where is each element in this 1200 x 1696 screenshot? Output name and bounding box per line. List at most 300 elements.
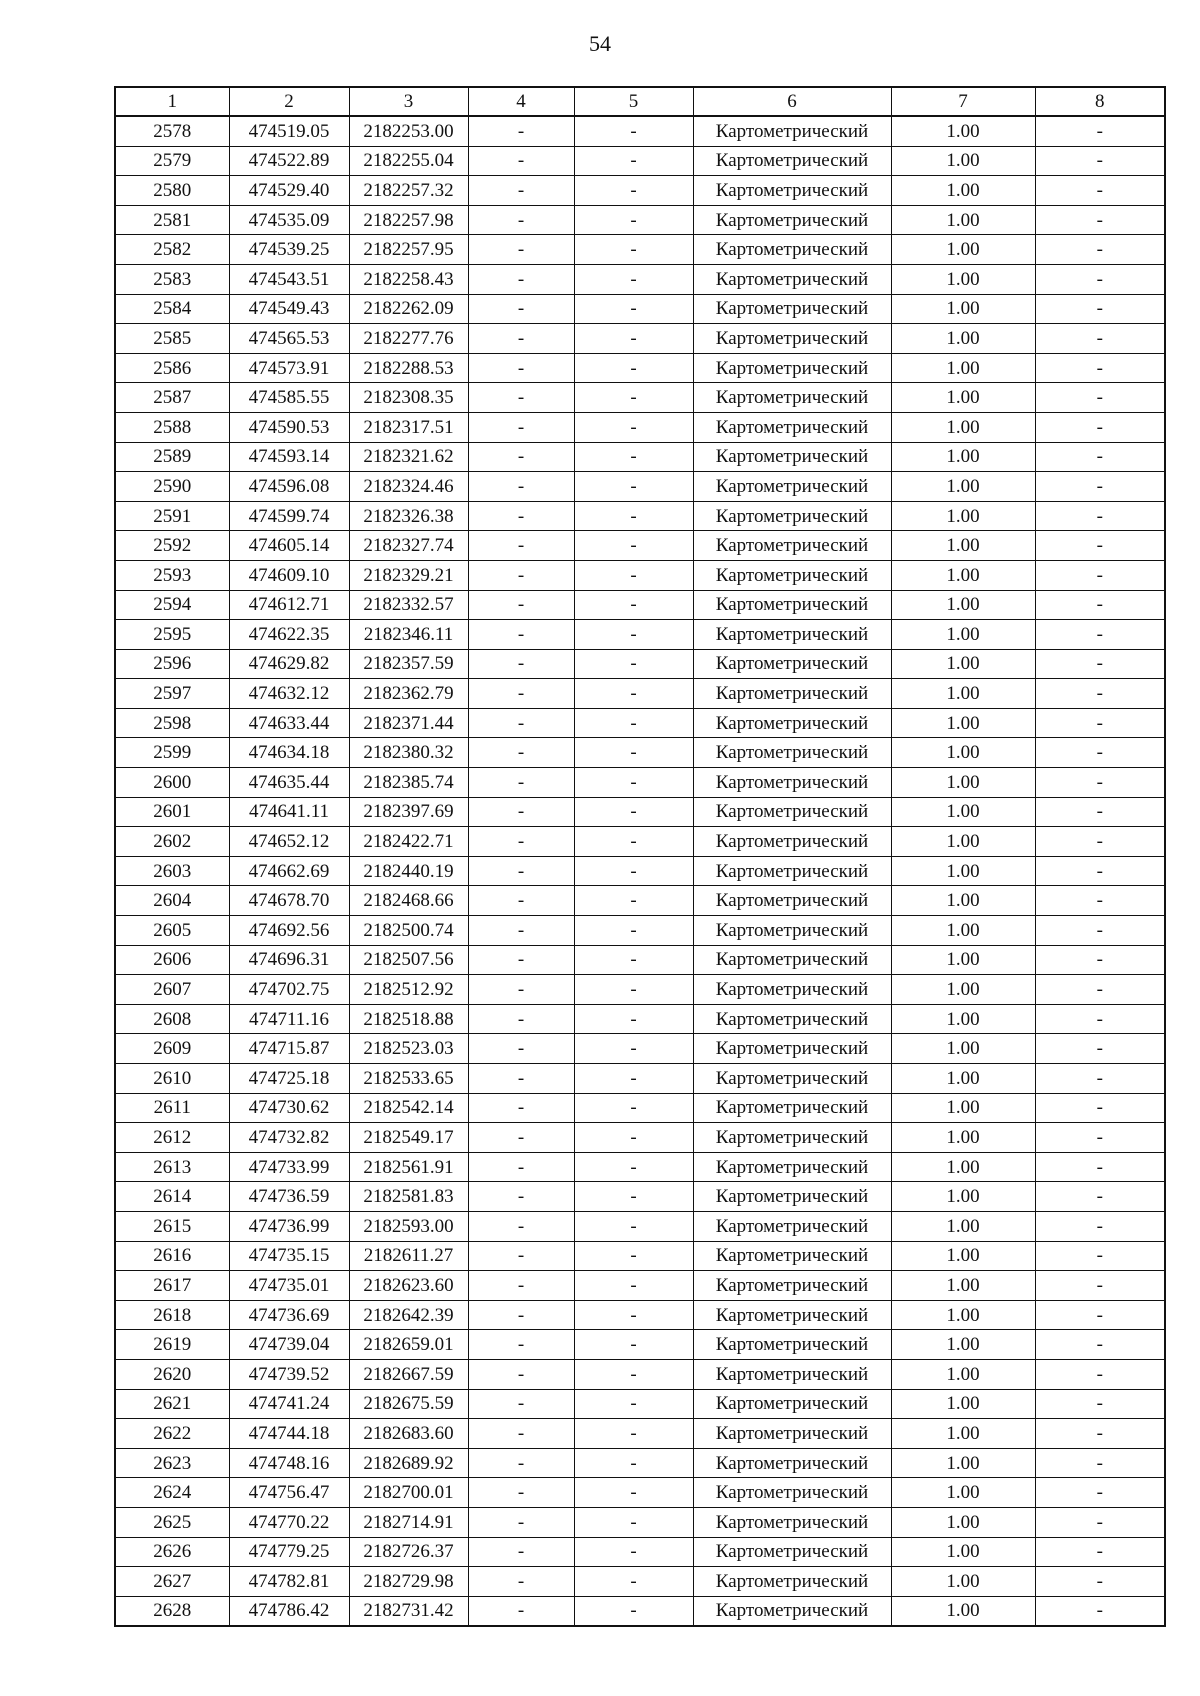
table-cell-col-7: 1.00 xyxy=(891,856,1035,886)
table-cell-col-3: 2182689.92 xyxy=(349,1448,468,1478)
table-cell-col-1: 2607 xyxy=(115,975,229,1005)
table-cell-col-7: 1.00 xyxy=(891,649,1035,679)
table-cell-col-6: Картометрический xyxy=(693,235,891,265)
table-cell-col-4: - xyxy=(468,856,574,886)
table-cell-col-7: 1.00 xyxy=(891,1596,1035,1626)
table-cell-col-8: - xyxy=(1035,1330,1165,1360)
table-cell-col-7: 1.00 xyxy=(891,501,1035,531)
table-row xyxy=(115,1123,1165,1153)
table-cell-col-2: 474565.53 xyxy=(229,324,349,354)
table-cell-col-7: 1.00 xyxy=(891,1152,1035,1182)
table-row xyxy=(115,1182,1165,1212)
table-cell-col-1: 2600 xyxy=(115,768,229,798)
table-cell-col-7: 1.00 xyxy=(891,1359,1035,1389)
table-cell-col-4: - xyxy=(468,945,574,975)
table-cell-col-5: - xyxy=(574,1596,693,1626)
table-cell-col-4: - xyxy=(468,383,574,413)
table-cell-col-6: Картометрический xyxy=(693,1389,891,1419)
table-cell-col-6: Картометрический xyxy=(693,205,891,235)
table-row xyxy=(115,1359,1165,1389)
table-cell-col-2: 474633.44 xyxy=(229,708,349,738)
table-cell-col-8: - xyxy=(1035,1389,1165,1419)
table-cell-col-5: - xyxy=(574,1567,693,1597)
table-row xyxy=(115,649,1165,679)
table-row xyxy=(115,1152,1165,1182)
table-cell-col-2: 474735.15 xyxy=(229,1241,349,1271)
table-cell-col-4: - xyxy=(468,1389,574,1419)
table-cell-col-5: - xyxy=(574,738,693,768)
table-cell-col-2: 474662.69 xyxy=(229,856,349,886)
table-cell-col-3: 2182726.37 xyxy=(349,1537,468,1567)
table-cell-col-6: Картометрический xyxy=(693,294,891,324)
table-cell-col-6: Картометрический xyxy=(693,975,891,1005)
table-cell-col-6: Картометрический xyxy=(693,916,891,946)
table-cell-col-6: Картометрический xyxy=(693,738,891,768)
table-cell-col-7: 1.00 xyxy=(891,1182,1035,1212)
table-cell-col-5: - xyxy=(574,501,693,531)
table-row xyxy=(115,1064,1165,1094)
table-cell-col-8: - xyxy=(1035,353,1165,383)
table-cell-col-6: Картометрический xyxy=(693,886,891,916)
table-cell-col-7: 1.00 xyxy=(891,679,1035,709)
table-cell-col-2: 474739.52 xyxy=(229,1359,349,1389)
table-cell-col-3: 2182512.92 xyxy=(349,975,468,1005)
table-cell-col-2: 474736.99 xyxy=(229,1211,349,1241)
table-cell-col-4: - xyxy=(468,1567,574,1597)
table-row xyxy=(115,116,1165,146)
table-cell-col-6: Картометрический xyxy=(693,264,891,294)
table-cell-col-4: - xyxy=(468,1596,574,1626)
table-cell-col-7: 1.00 xyxy=(891,1093,1035,1123)
table-cell-col-8: - xyxy=(1035,1152,1165,1182)
column-header-4: 4 xyxy=(468,87,574,116)
table-cell-col-8: - xyxy=(1035,176,1165,206)
table-cell-col-5: - xyxy=(574,768,693,798)
table-cell-col-4: - xyxy=(468,116,574,146)
table-cell-col-5: - xyxy=(574,1300,693,1330)
table-cell-col-4: - xyxy=(468,827,574,857)
table-cell-col-6: Картометрический xyxy=(693,768,891,798)
table-cell-col-1: 2623 xyxy=(115,1448,229,1478)
table-cell-col-3: 2182317.51 xyxy=(349,412,468,442)
table-cell-col-8: - xyxy=(1035,1271,1165,1301)
column-header-8: 8 xyxy=(1035,87,1165,116)
table-cell-col-6: Картометрический xyxy=(693,945,891,975)
table-cell-col-8: - xyxy=(1035,1300,1165,1330)
table-row xyxy=(115,1567,1165,1597)
table-cell-col-5: - xyxy=(574,1064,693,1094)
table-cell-col-2: 474744.18 xyxy=(229,1419,349,1449)
table-cell-col-7: 1.00 xyxy=(891,472,1035,502)
table-row xyxy=(115,1211,1165,1241)
table-cell-col-7: 1.00 xyxy=(891,176,1035,206)
table-cell-col-1: 2580 xyxy=(115,176,229,206)
table-cell-col-3: 2182533.65 xyxy=(349,1064,468,1094)
table-cell-col-5: - xyxy=(574,324,693,354)
table-cell-col-6: Картометрический xyxy=(693,1004,891,1034)
table-cell-col-2: 474539.25 xyxy=(229,235,349,265)
table-cell-col-3: 2182623.60 xyxy=(349,1271,468,1301)
table-cell-col-4: - xyxy=(468,708,574,738)
table-row xyxy=(115,264,1165,294)
table-cell-col-2: 474641.11 xyxy=(229,797,349,827)
table-cell-col-4: - xyxy=(468,1064,574,1094)
table-cell-col-1: 2588 xyxy=(115,412,229,442)
table-row xyxy=(115,1271,1165,1301)
column-header-6: 6 xyxy=(693,87,891,116)
table-row xyxy=(115,1093,1165,1123)
table-cell-col-2: 474732.82 xyxy=(229,1123,349,1153)
table-cell-col-3: 2182362.79 xyxy=(349,679,468,709)
table-cell-col-5: - xyxy=(574,1478,693,1508)
table-cell-col-5: - xyxy=(574,649,693,679)
table-cell-col-1: 2624 xyxy=(115,1478,229,1508)
table-cell-col-2: 474605.14 xyxy=(229,531,349,561)
table-cell-col-3: 2182255.04 xyxy=(349,146,468,176)
table-cell-col-7: 1.00 xyxy=(891,353,1035,383)
table-row xyxy=(115,1419,1165,1449)
table-cell-col-3: 2182257.32 xyxy=(349,176,468,206)
table-cell-col-5: - xyxy=(574,827,693,857)
table-cell-col-5: - xyxy=(574,1182,693,1212)
table-cell-col-7: 1.00 xyxy=(891,708,1035,738)
table-cell-col-4: - xyxy=(468,797,574,827)
table-cell-col-1: 2581 xyxy=(115,205,229,235)
table-cell-col-4: - xyxy=(468,1448,574,1478)
table-cell-col-7: 1.00 xyxy=(891,1448,1035,1478)
table-cell-col-8: - xyxy=(1035,264,1165,294)
table-row xyxy=(115,1478,1165,1508)
table-cell-col-4: - xyxy=(468,501,574,531)
table-row xyxy=(115,1330,1165,1360)
table-row xyxy=(115,916,1165,946)
table-cell-col-8: - xyxy=(1035,1448,1165,1478)
table-cell-col-7: 1.00 xyxy=(891,1241,1035,1271)
table-row xyxy=(115,531,1165,561)
table-cell-col-3: 2182523.03 xyxy=(349,1034,468,1064)
table-row xyxy=(115,620,1165,650)
table-cell-col-4: - xyxy=(468,1478,574,1508)
table-cell-col-1: 2606 xyxy=(115,945,229,975)
table-cell-col-5: - xyxy=(574,472,693,502)
table-cell-col-5: - xyxy=(574,146,693,176)
table-cell-col-8: - xyxy=(1035,768,1165,798)
table-cell-col-3: 2182683.60 xyxy=(349,1419,468,1449)
table-cell-col-4: - xyxy=(468,235,574,265)
table-cell-col-5: - xyxy=(574,264,693,294)
table-row xyxy=(115,1596,1165,1626)
table-cell-col-1: 2613 xyxy=(115,1152,229,1182)
table-cell-col-1: 2625 xyxy=(115,1507,229,1537)
table-cell-col-4: - xyxy=(468,1330,574,1360)
table-row xyxy=(115,708,1165,738)
table-cell-col-4: - xyxy=(468,1300,574,1330)
table-cell-col-7: 1.00 xyxy=(891,768,1035,798)
table-cell-col-7: 1.00 xyxy=(891,294,1035,324)
table-cell-col-4: - xyxy=(468,620,574,650)
table-cell-col-6: Картометрический xyxy=(693,353,891,383)
table-cell-col-5: - xyxy=(574,116,693,146)
table-cell-col-3: 2182326.38 xyxy=(349,501,468,531)
table-cell-col-4: - xyxy=(468,1271,574,1301)
table-row xyxy=(115,412,1165,442)
table-cell-col-6: Картометрический xyxy=(693,1567,891,1597)
table-cell-col-6: Картометрический xyxy=(693,1211,891,1241)
table-cell-col-8: - xyxy=(1035,797,1165,827)
table-cell-col-6: Картометрический xyxy=(693,1271,891,1301)
table-cell-col-3: 2182468.66 xyxy=(349,886,468,916)
table-cell-col-1: 2601 xyxy=(115,797,229,827)
table-cell-col-2: 474770.22 xyxy=(229,1507,349,1537)
table-cell-col-8: - xyxy=(1035,442,1165,472)
table-cell-col-8: - xyxy=(1035,560,1165,590)
table-cell-col-4: - xyxy=(468,176,574,206)
table-cell-col-5: - xyxy=(574,205,693,235)
table-cell-col-3: 2182667.59 xyxy=(349,1359,468,1389)
table-cell-col-2: 474741.24 xyxy=(229,1389,349,1419)
table-cell-col-5: - xyxy=(574,353,693,383)
table-cell-col-4: - xyxy=(468,1093,574,1123)
table-cell-col-8: - xyxy=(1035,146,1165,176)
table-cell-col-6: Картометрический xyxy=(693,590,891,620)
table-cell-col-5: - xyxy=(574,1211,693,1241)
table-cell-col-3: 2182731.42 xyxy=(349,1596,468,1626)
table-cell-col-5: - xyxy=(574,1093,693,1123)
table-cell-col-8: - xyxy=(1035,945,1165,975)
table-cell-col-8: - xyxy=(1035,886,1165,916)
table-cell-col-1: 2596 xyxy=(115,649,229,679)
table-cell-col-3: 2182346.11 xyxy=(349,620,468,650)
table-cell-col-7: 1.00 xyxy=(891,1567,1035,1597)
table-row xyxy=(115,827,1165,857)
table-cell-col-1: 2593 xyxy=(115,560,229,590)
table-cell-col-1: 2608 xyxy=(115,1004,229,1034)
table-cell-col-6: Картометрический xyxy=(693,472,891,502)
table-cell-col-8: - xyxy=(1035,856,1165,886)
table-cell-col-5: - xyxy=(574,1419,693,1449)
table-cell-col-7: 1.00 xyxy=(891,827,1035,857)
table-cell-col-6: Картометрический xyxy=(693,1064,891,1094)
table-cell-col-3: 2182371.44 xyxy=(349,708,468,738)
table-cell-col-1: 2597 xyxy=(115,679,229,709)
table-cell-col-8: - xyxy=(1035,916,1165,946)
table-row xyxy=(115,1507,1165,1537)
table-cell-col-5: - xyxy=(574,1241,693,1271)
table-cell-col-7: 1.00 xyxy=(891,620,1035,650)
table-cell-col-6: Картометрический xyxy=(693,176,891,206)
table-cell-col-4: - xyxy=(468,1152,574,1182)
table-cell-col-3: 2182714.91 xyxy=(349,1507,468,1537)
table-cell-col-4: - xyxy=(468,146,574,176)
table-cell-col-4: - xyxy=(468,264,574,294)
table-cell-col-4: - xyxy=(468,324,574,354)
table-cell-col-6: Картометрический xyxy=(693,146,891,176)
table-cell-col-7: 1.00 xyxy=(891,1300,1035,1330)
table-cell-col-2: 474634.18 xyxy=(229,738,349,768)
table-cell-col-8: - xyxy=(1035,827,1165,857)
table-cell-col-3: 2182518.88 xyxy=(349,1004,468,1034)
table-cell-col-6: Картометрический xyxy=(693,116,891,146)
table-cell-col-3: 2182675.59 xyxy=(349,1389,468,1419)
table-cell-col-8: - xyxy=(1035,1093,1165,1123)
table-cell-col-7: 1.00 xyxy=(891,945,1035,975)
table-cell-col-4: - xyxy=(468,1123,574,1153)
table-cell-col-5: - xyxy=(574,1448,693,1478)
table-cell-col-2: 474622.35 xyxy=(229,620,349,650)
table-cell-col-3: 2182729.98 xyxy=(349,1567,468,1597)
table-cell-col-1: 2582 xyxy=(115,235,229,265)
table-cell-col-3: 2182542.14 xyxy=(349,1093,468,1123)
table-cell-col-2: 474779.25 xyxy=(229,1537,349,1567)
table-cell-col-2: 474736.69 xyxy=(229,1300,349,1330)
table-cell-col-2: 474599.74 xyxy=(229,501,349,531)
table-cell-col-3: 2182329.21 xyxy=(349,560,468,590)
table-cell-col-1: 2603 xyxy=(115,856,229,886)
table-cell-col-8: - xyxy=(1035,1537,1165,1567)
table-cell-col-4: - xyxy=(468,768,574,798)
table-cell-col-1: 2627 xyxy=(115,1567,229,1597)
table-cell-col-3: 2182593.00 xyxy=(349,1211,468,1241)
table-row xyxy=(115,886,1165,916)
table-cell-col-8: - xyxy=(1035,324,1165,354)
table-cell-col-2: 474652.12 xyxy=(229,827,349,857)
table-cell-col-2: 474735.01 xyxy=(229,1271,349,1301)
table-cell-col-7: 1.00 xyxy=(891,116,1035,146)
table-cell-col-3: 2182327.74 xyxy=(349,531,468,561)
table-cell-col-8: - xyxy=(1035,1419,1165,1449)
table-cell-col-3: 2182659.01 xyxy=(349,1330,468,1360)
table-cell-col-3: 2182611.27 xyxy=(349,1241,468,1271)
table-cell-col-7: 1.00 xyxy=(891,1211,1035,1241)
table-row xyxy=(115,797,1165,827)
table-cell-col-5: - xyxy=(574,1389,693,1419)
table-cell-col-7: 1.00 xyxy=(891,738,1035,768)
table-cell-col-6: Картометрический xyxy=(693,856,891,886)
table-cell-col-2: 474692.56 xyxy=(229,916,349,946)
table-cell-col-4: - xyxy=(468,294,574,324)
table-cell-col-1: 2619 xyxy=(115,1330,229,1360)
table-cell-col-4: - xyxy=(468,649,574,679)
table-cell-col-2: 474590.53 xyxy=(229,412,349,442)
table-cell-col-1: 2587 xyxy=(115,383,229,413)
table-cell-col-1: 2614 xyxy=(115,1182,229,1212)
table-cell-col-3: 2182422.71 xyxy=(349,827,468,857)
table-cell-col-5: - xyxy=(574,383,693,413)
table-cell-col-6: Картометрический xyxy=(693,501,891,531)
table-cell-col-2: 474573.91 xyxy=(229,353,349,383)
table-row xyxy=(115,1389,1165,1419)
table-cell-col-8: - xyxy=(1035,679,1165,709)
table-cell-col-6: Картометрический xyxy=(693,708,891,738)
table-row xyxy=(115,176,1165,206)
table-cell-col-1: 2605 xyxy=(115,916,229,946)
table-cell-col-4: - xyxy=(468,886,574,916)
table-cell-col-5: - xyxy=(574,442,693,472)
table-cell-col-1: 2589 xyxy=(115,442,229,472)
table-cell-col-1: 2591 xyxy=(115,501,229,531)
table-cell-col-7: 1.00 xyxy=(891,264,1035,294)
table-cell-col-2: 474715.87 xyxy=(229,1034,349,1064)
table-cell-col-8: - xyxy=(1035,501,1165,531)
table-cell-col-4: - xyxy=(468,1004,574,1034)
table-cell-col-7: 1.00 xyxy=(891,383,1035,413)
table-cell-col-7: 1.00 xyxy=(891,412,1035,442)
table-cell-col-4: - xyxy=(468,916,574,946)
table-cell-col-1: 2590 xyxy=(115,472,229,502)
column-header-2: 2 xyxy=(229,87,349,116)
table-cell-col-3: 2182262.09 xyxy=(349,294,468,324)
table-cell-col-8: - xyxy=(1035,1182,1165,1212)
table-cell-col-6: Картометрический xyxy=(693,1152,891,1182)
table-cell-col-2: 474678.70 xyxy=(229,886,349,916)
table-cell-col-8: - xyxy=(1035,235,1165,265)
table-cell-col-4: - xyxy=(468,353,574,383)
table-cell-col-2: 474593.14 xyxy=(229,442,349,472)
table-cell-col-4: - xyxy=(468,412,574,442)
table-cell-col-2: 474543.51 xyxy=(229,264,349,294)
table-cell-col-1: 2595 xyxy=(115,620,229,650)
table-cell-col-1: 2583 xyxy=(115,264,229,294)
table-cell-col-6: Картометрический xyxy=(693,1123,891,1153)
column-header-1: 1 xyxy=(115,87,229,116)
table-row xyxy=(115,1300,1165,1330)
table-row xyxy=(115,353,1165,383)
table-cell-col-5: - xyxy=(574,1123,693,1153)
table-cell-col-5: - xyxy=(574,975,693,1005)
table-cell-col-1: 2611 xyxy=(115,1093,229,1123)
table-cell-col-6: Картометрический xyxy=(693,1182,891,1212)
table-cell-col-4: - xyxy=(468,1507,574,1537)
table-cell-col-1: 2599 xyxy=(115,738,229,768)
table-cell-col-3: 2182500.74 xyxy=(349,916,468,946)
table-cell-col-3: 2182321.62 xyxy=(349,442,468,472)
table-cell-col-2: 474535.09 xyxy=(229,205,349,235)
table-cell-col-3: 2182549.17 xyxy=(349,1123,468,1153)
table-cell-col-3: 2182324.46 xyxy=(349,472,468,502)
table-cell-col-8: - xyxy=(1035,590,1165,620)
table-cell-col-2: 474609.10 xyxy=(229,560,349,590)
table-cell-col-6: Картометрический xyxy=(693,531,891,561)
table-cell-col-5: - xyxy=(574,916,693,946)
table-cell-col-2: 474629.82 xyxy=(229,649,349,679)
table-row xyxy=(115,856,1165,886)
table-cell-col-3: 2182257.95 xyxy=(349,235,468,265)
table-cell-col-1: 2604 xyxy=(115,886,229,916)
table-cell-col-8: - xyxy=(1035,1241,1165,1271)
table-row xyxy=(115,1448,1165,1478)
table-cell-col-7: 1.00 xyxy=(891,886,1035,916)
page-number: 54 xyxy=(589,31,611,56)
table-cell-col-5: - xyxy=(574,1034,693,1064)
table-row xyxy=(115,1034,1165,1064)
table-cell-col-7: 1.00 xyxy=(891,531,1035,561)
table-cell-col-5: - xyxy=(574,412,693,442)
table-cell-col-1: 2621 xyxy=(115,1389,229,1419)
table-row xyxy=(115,590,1165,620)
table-cell-col-1: 2592 xyxy=(115,531,229,561)
table-cell-col-4: - xyxy=(468,738,574,768)
table-cell-col-3: 2182380.32 xyxy=(349,738,468,768)
table-cell-col-3: 2182277.76 xyxy=(349,324,468,354)
table-cell-col-6: Картометрический xyxy=(693,1507,891,1537)
table-cell-col-8: - xyxy=(1035,708,1165,738)
table-cell-col-6: Картометрический xyxy=(693,1241,891,1271)
table-cell-col-3: 2182507.56 xyxy=(349,945,468,975)
table-cell-col-2: 474782.81 xyxy=(229,1567,349,1597)
table-cell-col-3: 2182385.74 xyxy=(349,768,468,798)
table-cell-col-8: - xyxy=(1035,383,1165,413)
table-cell-col-1: 2617 xyxy=(115,1271,229,1301)
